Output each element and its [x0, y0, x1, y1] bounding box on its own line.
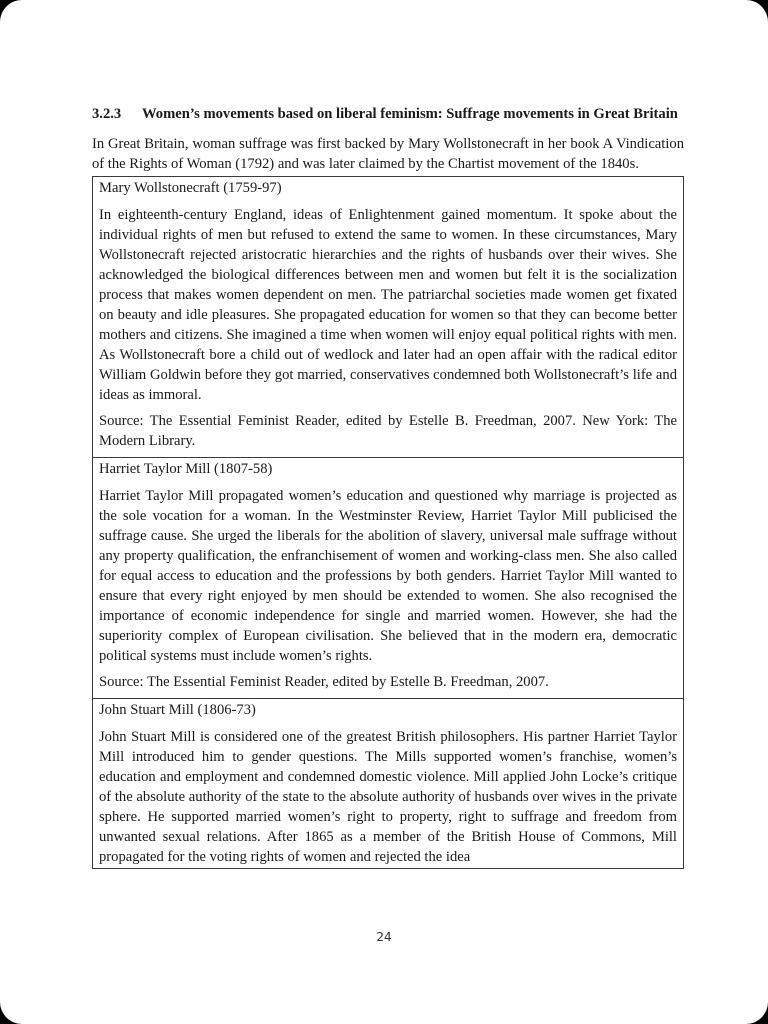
biography-box-john-stuart-mill: [93, 699, 683, 868]
section-title: Women’s movements based on liberal feminism: Suffrage movements in Great Britain: [142, 106, 678, 122]
page-content: [92, 104, 684, 869]
section-heading: [92, 104, 684, 124]
box-title: John Stuart Mill (1806-73): [99, 702, 256, 718]
page-number: 24: [376, 930, 392, 944]
box-title: Harriet Taylor Mill (1807-58): [99, 461, 273, 477]
box-source: Source: The Essential Feminist Reader, edited by Estelle B. Freedman, 2007. New York: The Modern Library.: [99, 413, 677, 449]
box-body: In eighteenth-century England, ideas of Enlightenment gained momentum. It spoke about the individual rights of men but refused to extend the same to women. In these circumstances, Mary Wollstonecraft rejected aristocratic hierarchies and the rights of husbands over their wives. She acknowledged the biological differences between men and women but felt it is the socialization process that makes women dependent on men. The patriarchal societies made women get fixated on beauty and idle pleasures. She propagated education for women so that they can become better mothers and citizens. She imagined a time when women will enjoy equal political rights with men. As Wollstonecraft bore a child out of wedlock and later had an open affair with the radical editor William Goldwin before they got married, conservatives condemned both Wollstonecraft’s life and ideas as immoral.: [99, 207, 677, 403]
box-source: Source: The Essential Feminist Reader, edited by Estelle B. Freedman, 2007.: [99, 674, 549, 690]
box-body: John Stuart Mill is considered one of the greatest British philosophers. His partner Harriet Taylor Mill introduced him to gender questions. The Mills supported women’s franchise, women’s education and employment and condemned domestic violence. Mill applied John Locke’s critique of the absolute authority of the state to the absolute authority of husbands over wives in the private sphere. He supported married women’s right to property, right to suffrage and freedom from unwanted sexual relations. After 1865 as a member of the British House of Commons, Mill propagated for the voting rights of women and rejected the idea: [99, 729, 677, 865]
biography-box-harriet-taylor-mill: [93, 458, 683, 699]
section-number: 3.2.3: [92, 106, 122, 122]
biography-boxes: [92, 176, 684, 869]
biography-box-wollstonecraft: [93, 177, 683, 458]
intro-paragraph: In Great Britain, woman suffrage was first backed by Mary Wollstonecraft in her book A Vindication of the Rights of Woman (1792) and was later claimed by the Chartist movement of the 1840s.: [92, 136, 684, 172]
box-body: Harriet Taylor Mill propagated women’s education and questioned why marriage is projected as the sole vocation for a woman. In the Westminster Review, Harriet Taylor Mill publicised the suffrage cause. She urged the liberals for the abolition of slavery, universal male suffrage without any property qualification, the enfranchisement of women and working-class men. She also called for equal access to education and the professions by both genders. Harriet Taylor Mill wanted to ensure that every right enjoyed by men should be extended to women. She also recognised the importance of economic independence for single and married women. However, she had the superiority complex of European civilisation. She believed that in the modern era, democratic political systems must include women’s rights.: [99, 488, 677, 664]
box-title: Mary Wollstonecraft (1759-97): [99, 180, 282, 196]
